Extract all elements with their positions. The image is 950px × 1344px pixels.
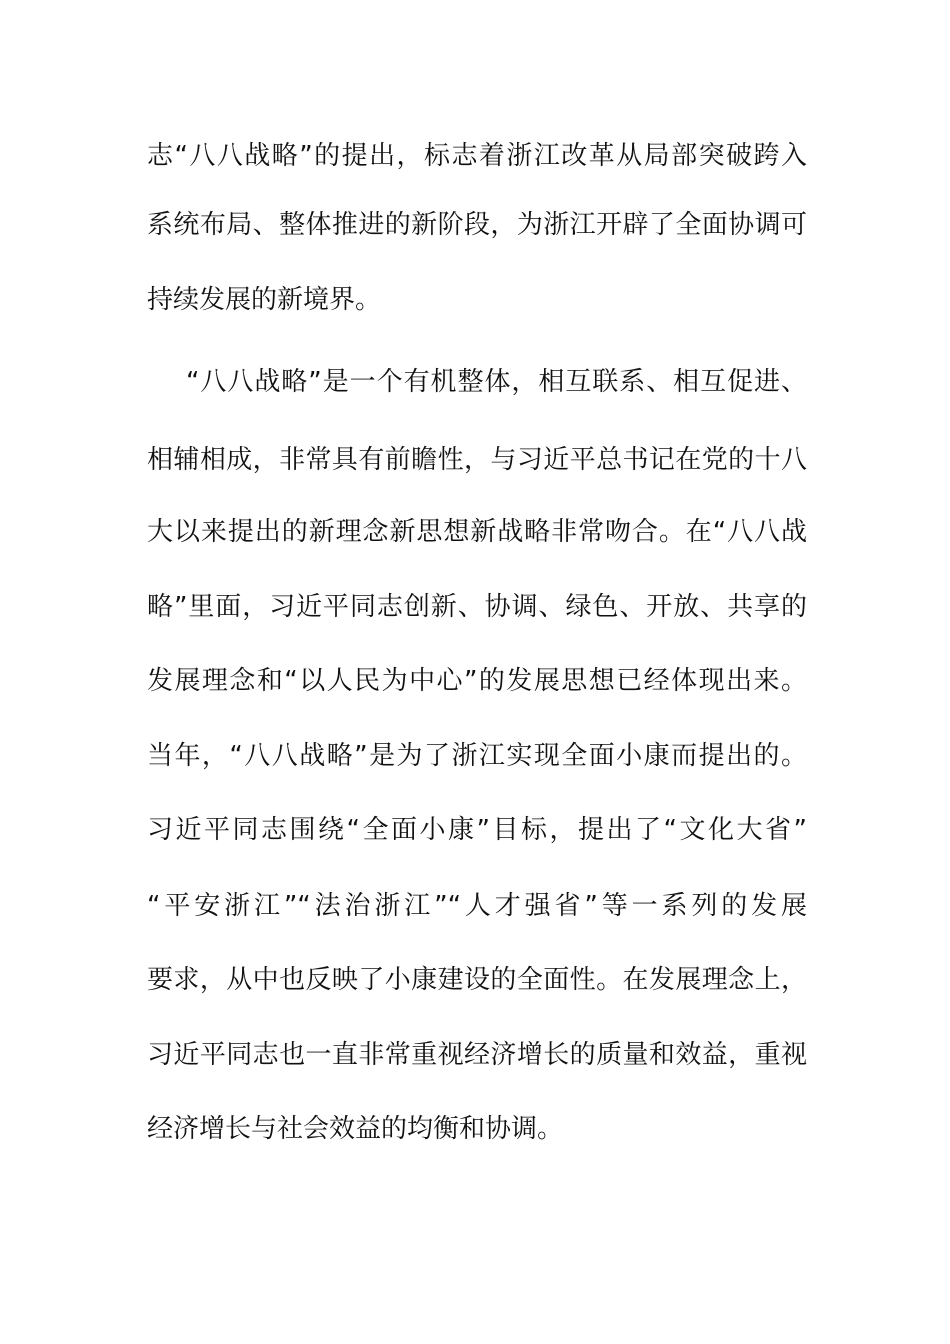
text-line: 相辅相成，非常具有前瞻性，与习近平总书记在党的十八 [147, 445, 807, 475]
text-line: 系统布局、整体推进的新阶段，为浙江开辟了全面协调可 [147, 210, 807, 240]
text-line: 当年，“八八战略”是为了浙江实现全面小康而提出的。 [147, 741, 807, 771]
text-line: 略”里面，习近平同志创新、协调、绿色、开放、共享的 [147, 592, 807, 622]
text-line: 习近平同志也一直非常重视经济增长的质量和效益，重视 [147, 1040, 807, 1070]
text-line: 经济增长与社会效益的均衡和协调。 [147, 1114, 564, 1144]
text-line: 要求，从中也反映了小康建设的全面性。在发展理念上， [147, 965, 807, 995]
text-line: 持续发展的新境界。 [147, 285, 382, 315]
text-line: 习近平同志围绕“全面小康”目标，提出了“文化大省” [147, 815, 807, 845]
text-line: 志“八八战略”的提出，标志着浙江改革从局部突破跨入 [147, 141, 807, 171]
text-line: “平安浙江”“法治浙江”“人才强省”等一系列的发展 [147, 891, 807, 921]
text-line: 发展理念和“以人民为中心”的发展思想已经体现出来。 [147, 666, 807, 696]
text-line: 大以来提出的新理念新思想新战略非常吻合。在“八八战 [147, 517, 807, 547]
paragraph-start-line: “八八战略”是一个有机整体，相互联系、相互促进、 [186, 367, 807, 397]
